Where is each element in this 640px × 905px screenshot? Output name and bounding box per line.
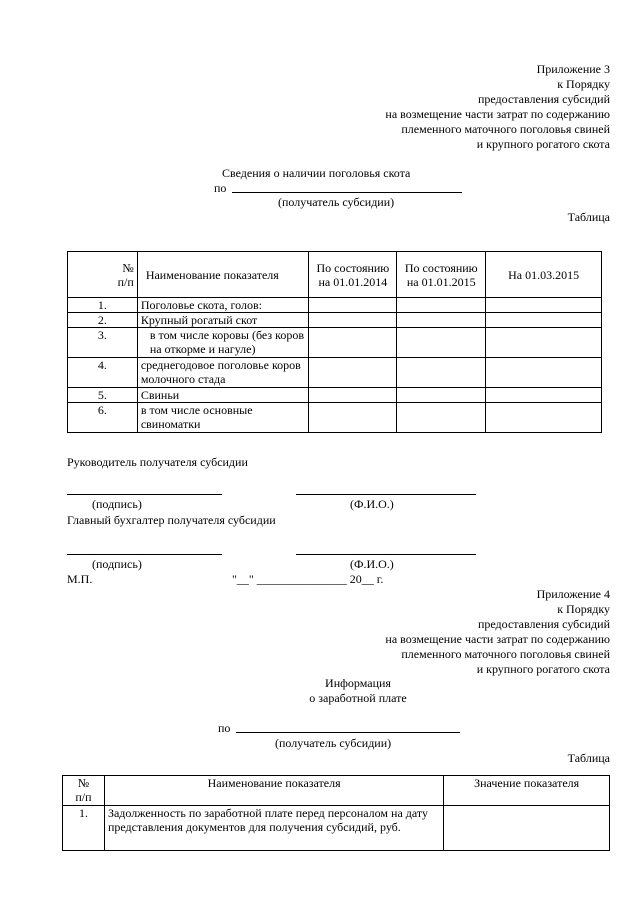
appendix3-po-label: по	[214, 181, 227, 195]
table-header-row	[63, 776, 610, 806]
appendix3-header-line: племенного маточного поголовья свиней	[401, 122, 610, 136]
appendix3-header-line: предоставления субсидий	[477, 92, 610, 106]
appendix4-po-label: по	[218, 721, 231, 735]
row-name: Поголовье скота, голов:	[137, 298, 309, 313]
table-header-row	[68, 252, 602, 298]
appendix4-header-line: и крупного рогатого скота	[476, 662, 610, 676]
table-row	[68, 298, 602, 313]
table-row	[68, 313, 602, 328]
stamp-label: М.П.	[67, 572, 93, 586]
row-number: 1.	[63, 806, 105, 851]
column-header-number	[63, 776, 105, 806]
accountant-label: Главный бухгалтер получателя субсидии	[67, 513, 276, 527]
column-header-2015-march: На 01.03.2015	[486, 252, 602, 298]
table-label: Таблица	[567, 751, 610, 765]
accountant-signature-line[interactable]	[67, 554, 222, 555]
appendix4-header-line: к Порядку	[557, 602, 610, 616]
table-row	[68, 403, 602, 433]
row-name: в том числе основные свиноматки	[137, 403, 309, 433]
salary-table	[62, 775, 610, 851]
value-cell[interactable]	[309, 358, 397, 388]
value-cell[interactable]	[309, 403, 397, 433]
value-cell[interactable]	[486, 313, 602, 328]
recipient-caption: (получатель субсидии)	[275, 736, 392, 750]
row-number: 6.	[68, 403, 138, 433]
column-header-label: № п/п	[75, 776, 92, 804]
table-row	[68, 388, 602, 403]
appendix3-header-line: Приложение 3	[536, 62, 610, 76]
signature-caption: (подпись)	[92, 557, 142, 571]
appendix4-title: Информация	[325, 676, 391, 690]
value-cell[interactable]	[309, 328, 397, 358]
row-number: 1.	[68, 298, 138, 313]
accountant-fio-line[interactable]	[296, 554, 476, 555]
appendix3-header-line: к Порядку	[557, 77, 610, 91]
row-name: в том числе коровы (без коров на откорме и нагуле)	[137, 328, 309, 358]
appendix4-header-line: на возмещение части затрат по содержанию	[385, 632, 610, 646]
appendix3-title: Сведения о наличии поголовья скота	[222, 166, 411, 180]
row-number: 5.	[68, 388, 138, 403]
head-fio-line[interactable]	[296, 494, 476, 495]
appendix3-header-line: на возмещение части затрат по содержанию	[385, 107, 610, 121]
head-signature-line[interactable]	[67, 494, 222, 495]
appendix4-header-line: предоставления субсидий	[477, 617, 610, 631]
value-cell[interactable]	[486, 403, 602, 433]
table-row	[68, 328, 602, 358]
value-cell[interactable]	[486, 358, 602, 388]
recipient-fill-line[interactable]	[236, 732, 460, 733]
value-cell[interactable]	[397, 403, 486, 433]
value-cell[interactable]	[397, 328, 486, 358]
table-row	[63, 806, 610, 851]
value-cell[interactable]	[397, 388, 486, 403]
recipient-fill-line	[232, 192, 462, 193]
recipient-caption: (получатель субсидии)	[278, 195, 395, 209]
appendix4-header-line: племенного маточного поголовья свиней	[401, 647, 610, 661]
column-header-number	[68, 252, 138, 298]
row-number: 2.	[68, 313, 138, 328]
column-header-2015: По состоянию на 01.01.2015	[397, 252, 486, 298]
column-header-label: № п/п	[117, 260, 134, 289]
row-number: 4.	[68, 358, 138, 388]
table-row	[68, 358, 602, 388]
value-cell[interactable]	[444, 806, 610, 851]
value-cell[interactable]	[397, 358, 486, 388]
value-cell[interactable]	[486, 388, 602, 403]
value-cell[interactable]	[397, 313, 486, 328]
signature-caption: (подпись)	[92, 497, 142, 511]
date-line: "__" _______________ 20__ г.	[232, 572, 384, 586]
value-cell[interactable]	[309, 388, 397, 403]
row-name: Свиньи	[137, 388, 309, 403]
appendix4-header-line: Приложение 4	[536, 587, 610, 601]
appendix3-header-line: и крупного рогатого скота	[476, 137, 610, 151]
row-name: Задолженность по заработной плате перед персоналом на дату представления документов для получения субсидий, руб.	[104, 806, 443, 851]
column-header-2014: По состоянию на 01.01.2014	[309, 252, 397, 298]
value-cell[interactable]	[486, 298, 602, 313]
livestock-table	[67, 251, 602, 433]
fio-caption: (Ф.И.О.)	[350, 497, 394, 511]
value-cell[interactable]	[309, 313, 397, 328]
column-header-name: Наименование показателя	[137, 252, 309, 298]
row-number: 3.	[68, 328, 138, 358]
row-name: Крупный рогатый скот	[137, 313, 309, 328]
column-header-value: Значение показателя	[444, 776, 610, 806]
appendix4-subtitle: о заработной плате	[309, 691, 407, 705]
row-name: среднегодовое поголовье коров молочного стада	[137, 358, 309, 388]
table-label: Таблица	[567, 210, 610, 224]
value-cell[interactable]	[486, 328, 602, 358]
column-header-name: Наименование показателя	[104, 776, 443, 806]
value-cell[interactable]	[309, 298, 397, 313]
head-label: Руководитель получателя субсидии	[67, 455, 248, 469]
value-cell[interactable]	[397, 298, 486, 313]
fio-caption: (Ф.И.О.)	[350, 557, 394, 571]
